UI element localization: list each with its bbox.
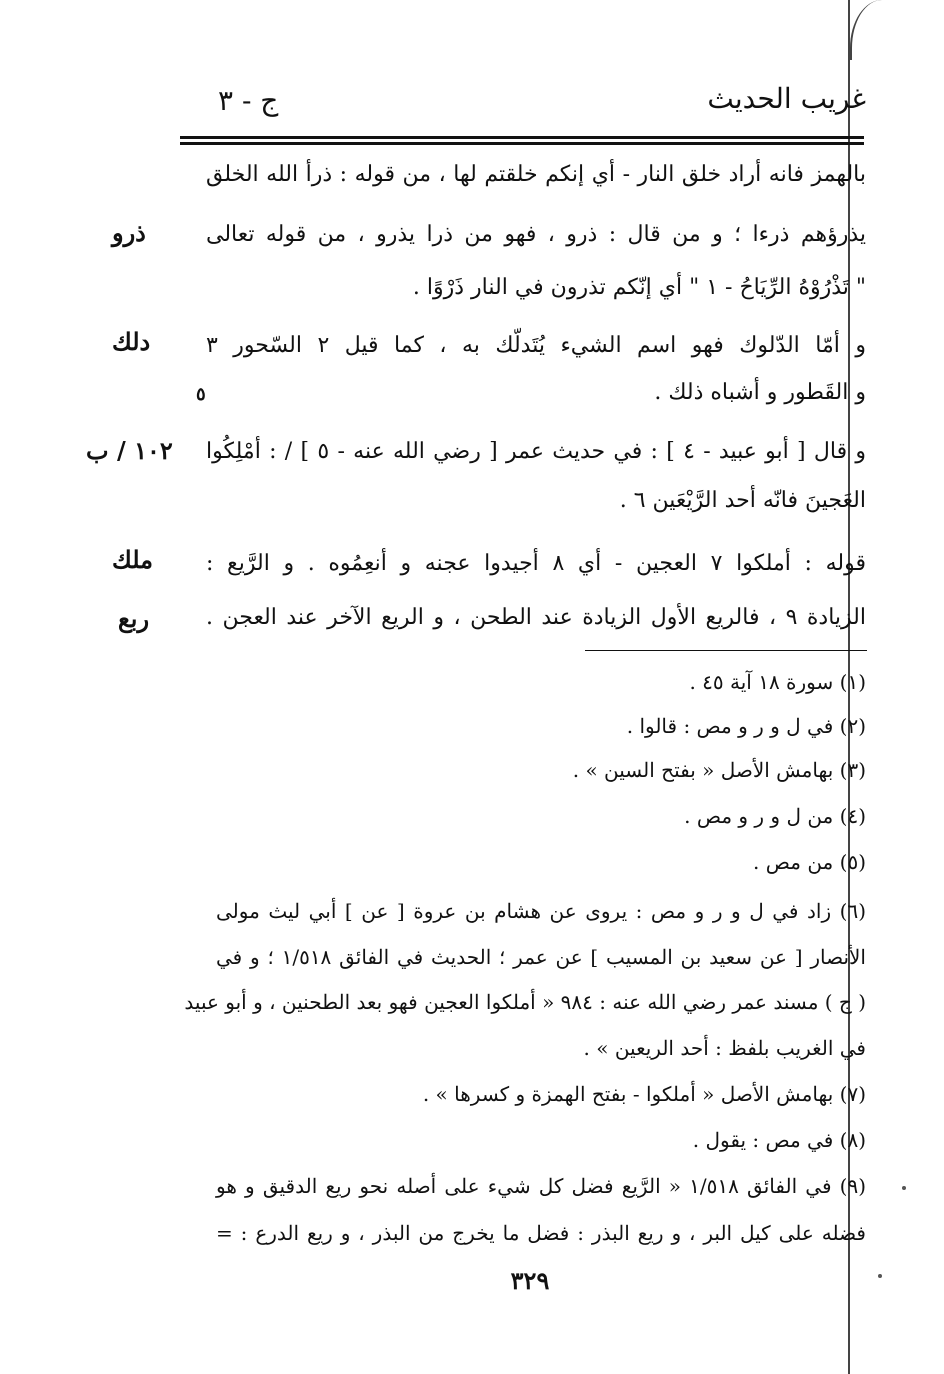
footnote: (١) سورة ١٨ آية ٤٥ .	[689, 670, 866, 694]
body-line: الزيادة ٩ ، فالريع الأول الزيادة عند الطحن ، و الريع الآخر عند العجن .	[206, 605, 866, 630]
body-line: " تَذْرُوْهُ الرِّيَاحُ - ١ " أي إنّكم تذرون في النار ذَرْوًا .	[412, 275, 866, 300]
footnote: (٦) زاد في ل و ر و مص : يروى عن هشام بن عروة [ عن ] أبي ليث مولى	[216, 899, 866, 923]
running-title: غريب الحديث	[707, 82, 866, 115]
scan-speck	[878, 1274, 882, 1278]
footnote: (٤) من ل و ر و مص .	[684, 804, 866, 828]
footnote-rule	[585, 650, 867, 651]
margin-root-dalk: دلك	[112, 327, 151, 356]
scan-edge-curve	[850, 0, 882, 60]
volume-label: ج - ٣	[218, 84, 279, 117]
footnote-continuation: في الغريب بلفظ : أحد الريعين » .	[583, 1036, 866, 1060]
footnote: (٩) في الفائق ١/٥١٨ « الرَّيع فضل كل شيء على أصله نحو ريع الدقيق و هو	[216, 1174, 867, 1198]
footnote: (٨) في مص : يقول .	[692, 1128, 866, 1152]
folio-marker: ١٠٢ / ب	[86, 436, 173, 465]
header-rule	[180, 142, 864, 145]
margin-root-malk: ملك	[112, 545, 154, 574]
margin-root-dharw: ذرو	[112, 218, 146, 247]
page-number: ٣٢٩	[510, 1266, 550, 1295]
body-line: العَجينَ فانّه أحد الرَّيْعَين ٦ .	[619, 488, 866, 513]
footnote: (٥) من مص .	[753, 850, 866, 874]
header-rule	[180, 136, 864, 139]
footnote: (٧) بهامش الأصل « أملكوا - بفتح الهمزة و كسرها » .	[422, 1082, 866, 1106]
footnote: (٢) في ل و ر و مص : قالوا .	[626, 714, 866, 738]
body-line: يذرؤهم ذرءا ؛ و من قال : ذرو ، فهو من ذرا يذرو ، من قوله تعالى	[206, 222, 866, 247]
scan-speck	[902, 1186, 906, 1190]
footnote-continuation: الأنصار [ عن سعيد بن المسيب ] عن عمر ؛ الحديث في الفائق ١/٥١٨ ؛ و في	[216, 945, 866, 969]
footnote-continuation: فضله على كيل البر ، و ريع البذر : فضل ما يخرج من البذر ، و ريع الدرع : =	[216, 1221, 866, 1245]
body-line: و القَطور و أشباه ذلك .	[654, 380, 866, 405]
line-number-marker: ٥	[196, 384, 206, 405]
footnote: (٣) بهامش الأصل « بفتح السين » .	[572, 758, 866, 782]
margin-root-rab: ربع	[118, 604, 150, 633]
body-line: و أمّا الدّلوك فهو اسم الشيء يُتَدلّك به ، كما قيل ٢ السّحور ٣	[206, 333, 866, 358]
footnote-continuation: ( ج ) مسند عمر رضي الله عنه : ٩٨٤ « أملكوا العجين فهو بعد الطحنين ، و أبو عبيد	[184, 990, 866, 1014]
body-line: قوله : أملكوا ٧ العجين - أي ٨ أجيدوا عجنه و أنعِمُوه . و الرَّيع :	[206, 551, 866, 576]
body-line: بالهمز فانه أراد خلق النار - أي إنكم خلقتم لها ، من قوله : ذرأ الله الخلق	[206, 162, 866, 187]
body-line: و قال [ أبو عبيد - ٤ ] : في حديث عمر [ رضي الله عنه - ٥ ] / : أمْلِكُوا	[206, 439, 867, 464]
